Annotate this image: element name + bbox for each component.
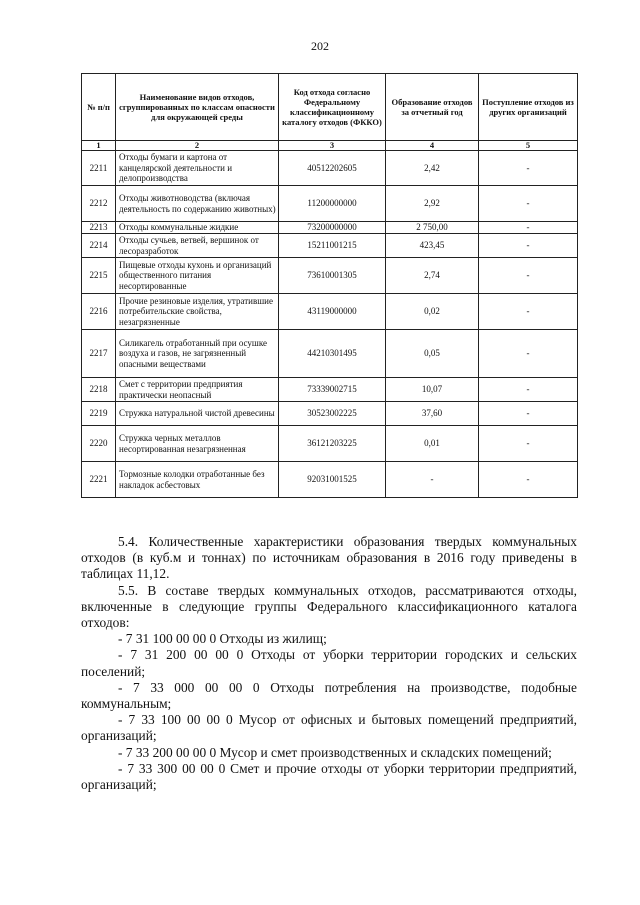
waste-name: Отходы сучьев, ветвей, вершинок от лесоразработок (116, 234, 279, 258)
waste-formed: 0,01 (386, 426, 479, 462)
row-number: 2212 (82, 186, 116, 222)
table-row (82, 234, 578, 258)
waste-table (81, 73, 578, 498)
waste-formed: 0,02 (386, 294, 479, 330)
waste-name: Отходы животноводства (включая деятельность по содержанию животных) (116, 186, 279, 222)
waste-formed: 2,74 (386, 258, 479, 294)
table-row (82, 294, 578, 330)
list-item: - 7 31 100 00 00 0 Отходы из жилищ; (118, 631, 327, 647)
table-row (82, 330, 578, 378)
header-no: № п/п (82, 74, 116, 141)
waste-received: - (479, 222, 578, 234)
waste-received: - (479, 378, 578, 402)
row-number: 2219 (82, 402, 116, 426)
waste-formed: 2,42 (386, 151, 479, 186)
waste-code: 44210301495 (279, 330, 386, 378)
waste-formed: 37,60 (386, 402, 479, 426)
waste-formed: 423,45 (386, 234, 479, 258)
waste-received: - (479, 294, 578, 330)
header-code: Код отхода согласно Федеральному классификационному каталогу отходов (ФККО) (279, 74, 386, 141)
waste-code: 30523002225 (279, 402, 386, 426)
waste-formed: 2 750,00 (386, 222, 479, 234)
paragraph: 5.4. Количественные характеристики образования твердых коммунальных отходов (в куб.м и тоннах) по источникам образования в 2016 году приведены в таблицах 11,12. (81, 534, 577, 582)
waste-name: Тормозные колодки отработанные без накладок асбестовых (116, 462, 279, 498)
waste-received: - (479, 151, 578, 186)
table-row (82, 462, 578, 498)
waste-code: 40512202605 (279, 151, 386, 186)
waste-code: 36121203225 (279, 426, 386, 462)
waste-received: - (479, 234, 578, 258)
waste-name: Силикагель отработанный при осушке воздуха и газов, не загрязненный опасными веществами (116, 330, 279, 378)
waste-name: Отходы коммунальные жидкие (116, 222, 279, 234)
waste-name: Смет с территории предприятия практически неопасный (116, 378, 279, 402)
waste-name: Отходы бумаги и картона от канцелярской деятельности и делопроизводства (116, 151, 279, 186)
waste-formed: 2,92 (386, 186, 479, 222)
waste-received: - (479, 186, 578, 222)
list-item: - 7 33 100 00 00 0 Мусор от офисных и бытовых помещений предприятий, организаций; (81, 712, 577, 744)
waste-formed: - (386, 462, 479, 498)
row-number: 2214 (82, 234, 116, 258)
waste-name: Прочие резиновые изделия, утратившие потребительские свойства, незагрязненные (116, 294, 279, 330)
column-number: 4 (386, 141, 479, 151)
waste-received: - (479, 426, 578, 462)
header-received: Поступление отходов из других организаций (479, 74, 578, 141)
row-number: 2218 (82, 378, 116, 402)
row-number: 2220 (82, 426, 116, 462)
waste-received: - (479, 462, 578, 498)
table-row (82, 378, 578, 402)
waste-received: - (479, 258, 578, 294)
paragraph: 5.5. В составе твердых коммунальных отходов, рассматриваются отходы, включенные в следующие группы Федерального классификационного каталога отходов: (81, 582, 577, 631)
table-column-numbers (82, 141, 578, 151)
page-number: 202 (311, 39, 329, 53)
list-item: - 7 31 200 00 00 0 Отходы от уборки территории городских и сельских поселений; (81, 647, 577, 679)
column-number: 2 (116, 141, 279, 151)
table-row (82, 402, 578, 426)
column-number: 5 (479, 141, 578, 151)
waste-code: 15211001215 (279, 234, 386, 258)
waste-code: 73200000000 (279, 222, 386, 234)
header-formed: Образование отходов за отчетный год (386, 74, 479, 141)
row-number: 2221 (82, 462, 116, 498)
table-row (82, 426, 578, 462)
waste-name: Стружка натуральной чистой древесины (116, 402, 279, 426)
table-row (82, 186, 578, 222)
waste-name: Стружка черных металлов несортированная незагрязненная (116, 426, 279, 462)
column-number: 3 (279, 141, 386, 151)
row-number: 2215 (82, 258, 116, 294)
column-number: 1 (82, 141, 116, 151)
waste-formed: 10,07 (386, 378, 479, 402)
table-row (82, 258, 578, 294)
waste-code: 11200000000 (279, 186, 386, 222)
table-row (82, 222, 578, 234)
waste-code: 73339002715 (279, 378, 386, 402)
waste-code: 92031001525 (279, 462, 386, 498)
waste-name: Пищевые отходы кухонь и организаций общественного питания несортированные (116, 258, 279, 294)
row-number: 2213 (82, 222, 116, 234)
waste-code: 73610001305 (279, 258, 386, 294)
list-item: - 7 33 000 00 00 0 Отходы потребления на производстве, подобные коммунальным; (81, 679, 577, 712)
list-item: - 7 33 300 00 00 0 Смет и прочие отходы от уборки территории предприятий, организаций; (81, 760, 577, 793)
row-number: 2211 (82, 151, 116, 186)
waste-received: - (479, 330, 578, 378)
waste-received: - (479, 402, 578, 426)
header-name: Наименование видов отходов, сгруппированных по классам опасности для окружающей среды (116, 74, 279, 141)
table-header-row (82, 74, 578, 141)
body-text (81, 534, 577, 793)
waste-code: 43119000000 (279, 294, 386, 330)
list-item: - 7 33 200 00 00 0 Мусор и смет производственных и складских помещений; (118, 744, 552, 760)
row-number: 2217 (82, 330, 116, 378)
waste-formed: 0,05 (386, 330, 479, 378)
table-row (82, 151, 578, 186)
row-number: 2216 (82, 294, 116, 330)
